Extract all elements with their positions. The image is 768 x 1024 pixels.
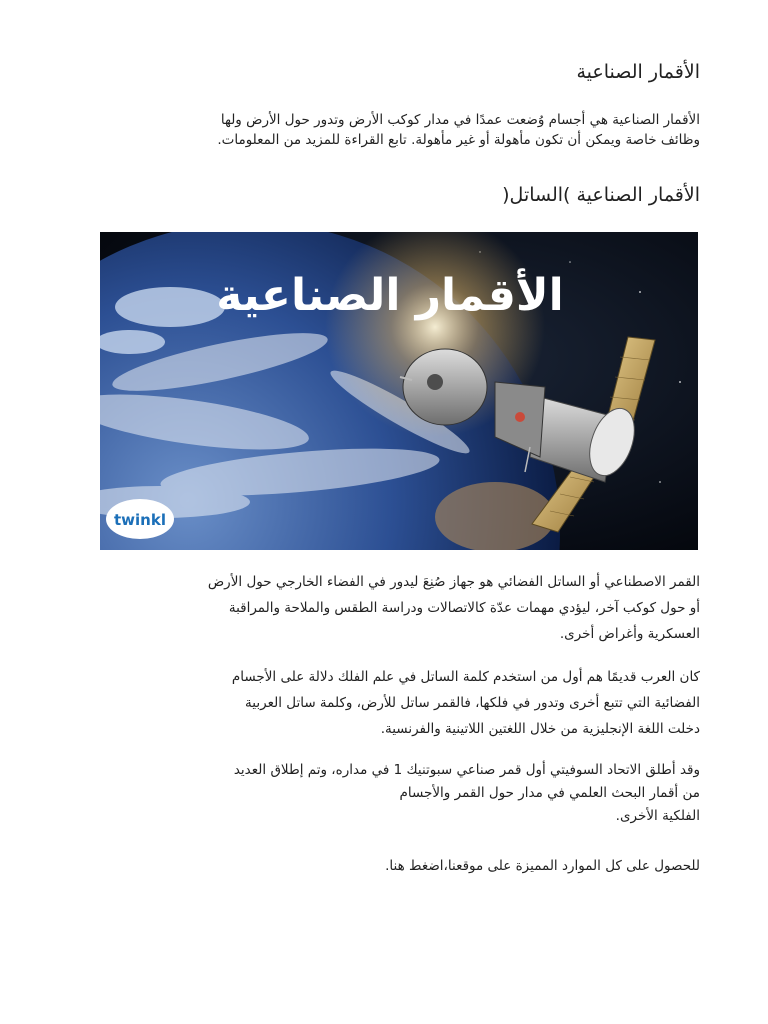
page-title: الأقمار الصناعية xyxy=(576,61,700,83)
intro-line: وظائف خاصة ويمكن أن تكون مأهولة أو غير مأهولة. تابع القراءة للمزيد من المعلومات. xyxy=(217,132,700,148)
paragraph-line: دخلت اللغة الإنجليزية من خلال اللغتين اللاتينية والفرنسية. xyxy=(380,721,700,737)
twinkl-logo xyxy=(106,499,174,539)
paragraph-line: الفضائية التي تتبع أخرى وتدور في فلكها، فالقمر ساتل للأرض، وكلمة ساتل العربية xyxy=(245,695,700,711)
paragraph-line: كان العرب قديمًا هم أول من استخدم كلمة الساتل في علم الفلك دلالة على الأجسام xyxy=(231,669,700,685)
paragraph-line: القمر الاصطناعي أو الساتل الفضائي هو جهاز صُنِعَ ليدور في الفضاء الخارجي حول الأرض xyxy=(207,574,700,590)
paragraph-line: الفلكية الأخرى. xyxy=(615,808,700,824)
paragraph-sputnik xyxy=(100,759,700,828)
paragraph-history xyxy=(100,664,700,742)
footer-link[interactable]: للحصول على كل الموارد المميزة على موقعنا،اضغط هنا. xyxy=(385,858,700,874)
intro-paragraph xyxy=(100,110,700,150)
paragraph-line: وقد أطلق الاتحاد السوفيتي أول قمر صناعي سبوتنيك 1 في مداره، وتم إطلاق العديد xyxy=(233,762,700,778)
paragraph-line: أو حول كوكب آخر، ليؤدي مهمات عدّة كالاتصالات ودراسة الطقس والملاحة والمراقبة xyxy=(228,600,700,616)
paragraph-definition xyxy=(100,569,700,647)
intro-line: الأقمار الصناعية هي أجسام وُضعت عمدًا في مدار كوكب الأرض وتدور حول الأرض ولها xyxy=(220,112,700,128)
banner-text: الأقمار الصناعية xyxy=(216,270,564,321)
satellite-hero-image xyxy=(100,232,698,550)
logo-text: twinkl xyxy=(114,511,166,529)
paragraph-line: من أقمار البحث العلمي في مدار حول القمر والأجسام xyxy=(399,785,700,801)
section-heading: الأقمار الصناعية )الساتل( xyxy=(502,184,700,206)
paragraph-line: العسكرية وأغراض أخرى. xyxy=(559,626,700,642)
